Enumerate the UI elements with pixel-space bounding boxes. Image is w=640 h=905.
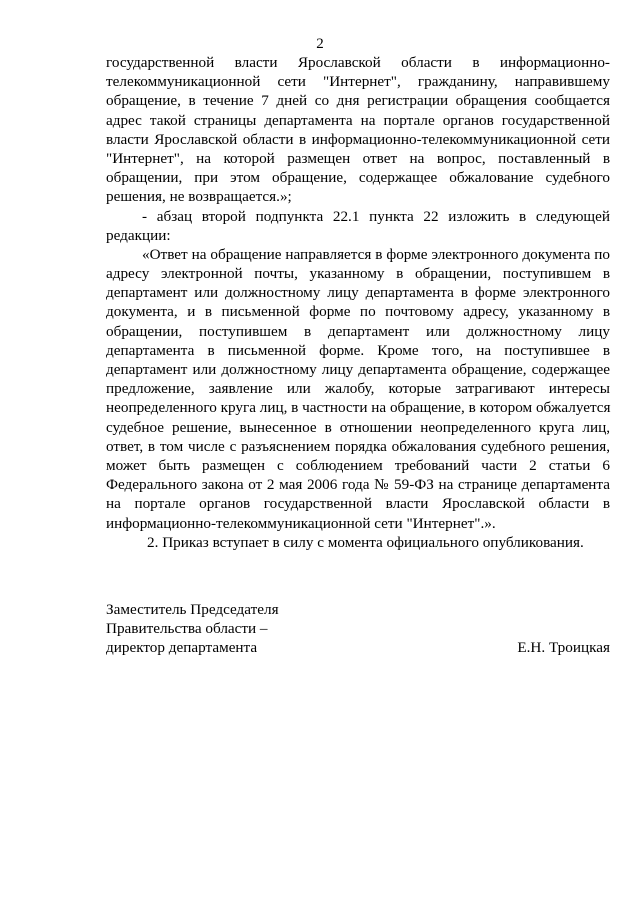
continuation-paragraph bbox=[106, 53, 610, 207]
text-line: информационно-телекоммуникационной сети "Интернет".». bbox=[106, 514, 496, 532]
document-body bbox=[106, 53, 610, 657]
text-line: неопределенного круга лиц, в частности на обращение, в котором обжалуется bbox=[106, 399, 611, 417]
text-line: редакции: bbox=[106, 226, 171, 244]
text-line: ответ, в том числе с разъяснением порядка обжалования судебного решения, bbox=[106, 437, 610, 455]
signature-block bbox=[106, 600, 610, 658]
page-number: 2 bbox=[316, 36, 324, 52]
item-2-paragraph: 2. Приказ вступает в силу с момента официального опубликования. bbox=[147, 533, 584, 551]
spacer bbox=[106, 552, 610, 600]
text-line: обращение, в течение 7 дней со дня регистрации обращения сообщается bbox=[106, 92, 610, 110]
text-line: предложение, заявление или жалобу, которые затрагивают интересы bbox=[106, 380, 610, 398]
text-line: телекоммуникационной сети "Интернет", гражданину, направившему bbox=[106, 73, 610, 91]
text-line: обращении, при этом обращение, содержащее обжалование судебного bbox=[106, 169, 610, 187]
text-line: департамент или должностному лицу департамента в форме электронного bbox=[106, 284, 610, 302]
quoted-paragraph bbox=[106, 245, 610, 533]
text-line: «Ответ на обращение направляется в форме электронного документа по bbox=[142, 245, 610, 263]
text-line: департамент или должностному лицу департамента обращение, содержащее bbox=[106, 361, 610, 378]
amendment-paragraph bbox=[106, 207, 610, 245]
text-line: Федерального закона от 2 мая 2006 года № 59-ФЗ на странице департамента bbox=[106, 476, 610, 494]
text-line: "Интернет", на которой размещен ответ на вопрос, поставленный в bbox=[106, 149, 610, 167]
text-line: может быть размещен с соблюдением требований части 2 статьи 6 bbox=[106, 456, 610, 474]
signatory-name: Е.Н. Троицкая bbox=[517, 639, 610, 657]
signature-title-line: директор департамента bbox=[106, 639, 258, 657]
text-line: департамента в письменной форме. Кроме того, на поступившее в bbox=[106, 341, 610, 359]
signature-title-line: Правительства области – bbox=[106, 620, 268, 638]
signature-row bbox=[106, 638, 610, 657]
text-line: адресу электронной почты, указанному в обращении, поступившем в bbox=[106, 265, 610, 283]
text-line: документа, и в письменной форме по почтовому адресу, указанному в bbox=[106, 303, 610, 321]
text-line: власти Ярославской области в информационно-телекоммуникационной сети bbox=[106, 130, 610, 148]
text-line: судебное решение, вынесенное в отношении неопределенного круга лиц, bbox=[106, 418, 610, 436]
text-line: обращении, поступившем в департамент или должностному лицу bbox=[106, 322, 610, 340]
text-line: адрес такой страницы департамента на портале органов государственной bbox=[106, 111, 610, 129]
text-line: на портале органов государственной власти Ярославской области в bbox=[106, 495, 610, 513]
text-line: - абзац второй подпункта 22.1 пункта 22 изложить в следующей bbox=[142, 207, 610, 225]
text-line: решения, не возвращается.»; bbox=[106, 188, 292, 206]
signature-title-line: Заместитель Председателя bbox=[106, 600, 279, 618]
text-line: государственной власти Ярославской области в информационно- bbox=[106, 54, 610, 71]
